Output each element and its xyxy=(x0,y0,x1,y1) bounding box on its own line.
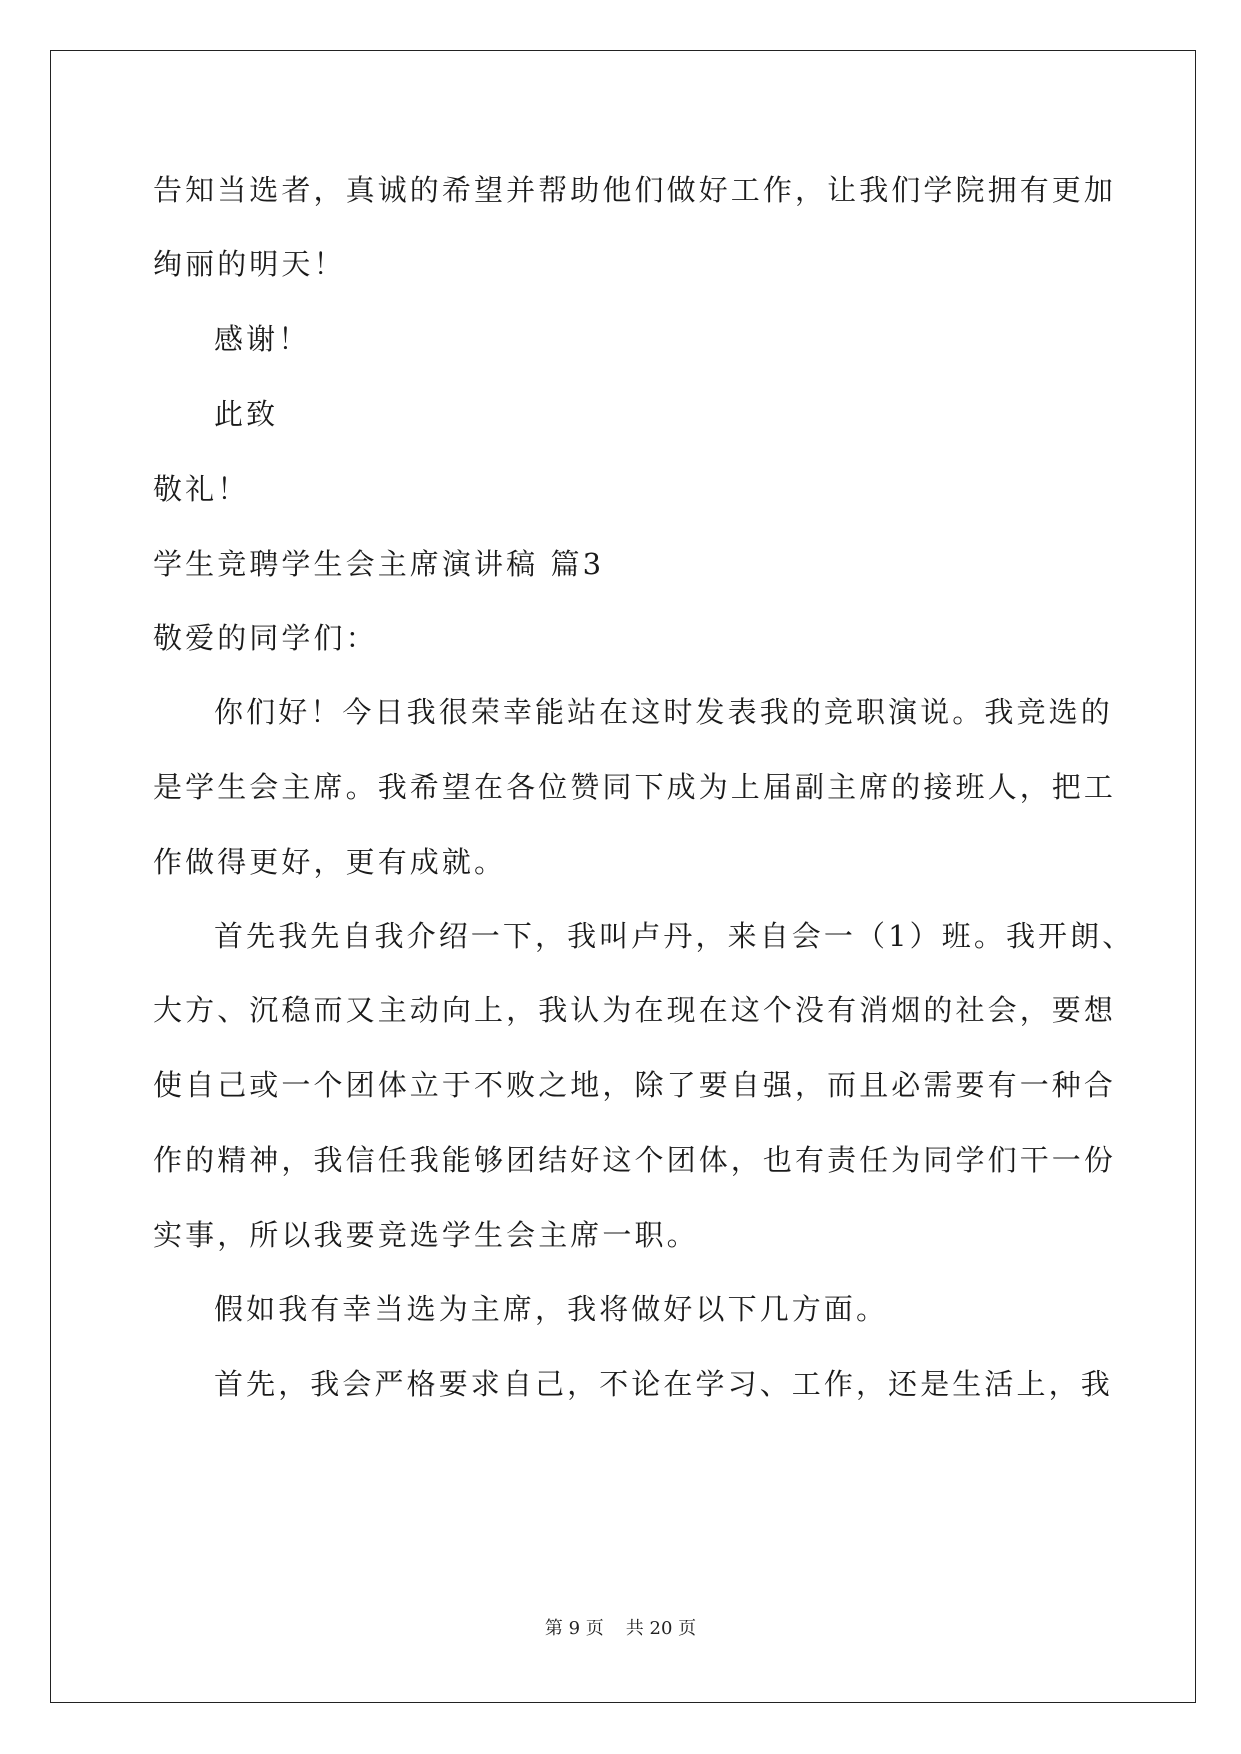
text-line: 首先我先自我介绍一下，我叫卢丹，来自会一（1）班。我开朗、 xyxy=(214,919,1135,953)
text-line: 使自己或一个团体立于不败之地，除了要自强，而且必需要有一种合 xyxy=(153,1068,1117,1102)
text-line: 此致 xyxy=(214,397,279,431)
text-line: 首先，我会严格要求自己，不论在学习、工作，还是生活上，我 xyxy=(214,1367,1113,1401)
text-line: 你们好！今日我很荣幸能站在这时发表我的竞职演说。我竞选的 xyxy=(214,695,1113,729)
page-footer xyxy=(0,1617,1241,1641)
salutation: 敬爱的同学们： xyxy=(153,621,378,655)
text-line: 作的精神，我信任我能够团结好这个团体，也有责任为同学们干一份 xyxy=(153,1143,1117,1177)
text-line: 大方、沉稳而又主动向上，我认为在现在这个没有消烟的社会，要想 xyxy=(153,993,1117,1027)
page-number: 第 9 页 xyxy=(544,1618,604,1639)
text-line: 是学生会主席。我希望在各位赞同下成为上届副主席的接班人，把工 xyxy=(153,770,1117,804)
text-line: 感谢！ xyxy=(214,322,311,356)
text-line: 实事，所以我要竞选学生会主席一职。 xyxy=(153,1218,699,1252)
section-heading: 学生竞聘学生会主席演讲稿 篇3 xyxy=(153,547,605,581)
text-line: 告知当选者，真诚的希望并帮助他们做好工作，让我们学院拥有更加 xyxy=(153,173,1117,207)
text-line: 敬礼！ xyxy=(153,472,250,506)
text-line: 绚丽的明天！ xyxy=(153,247,346,281)
page-total: 共 20 页 xyxy=(625,1618,697,1639)
text-line: 假如我有幸当选为主席，我将做好以下几方面。 xyxy=(214,1292,889,1326)
text-line: 作做得更好，更有成就。 xyxy=(153,845,507,879)
